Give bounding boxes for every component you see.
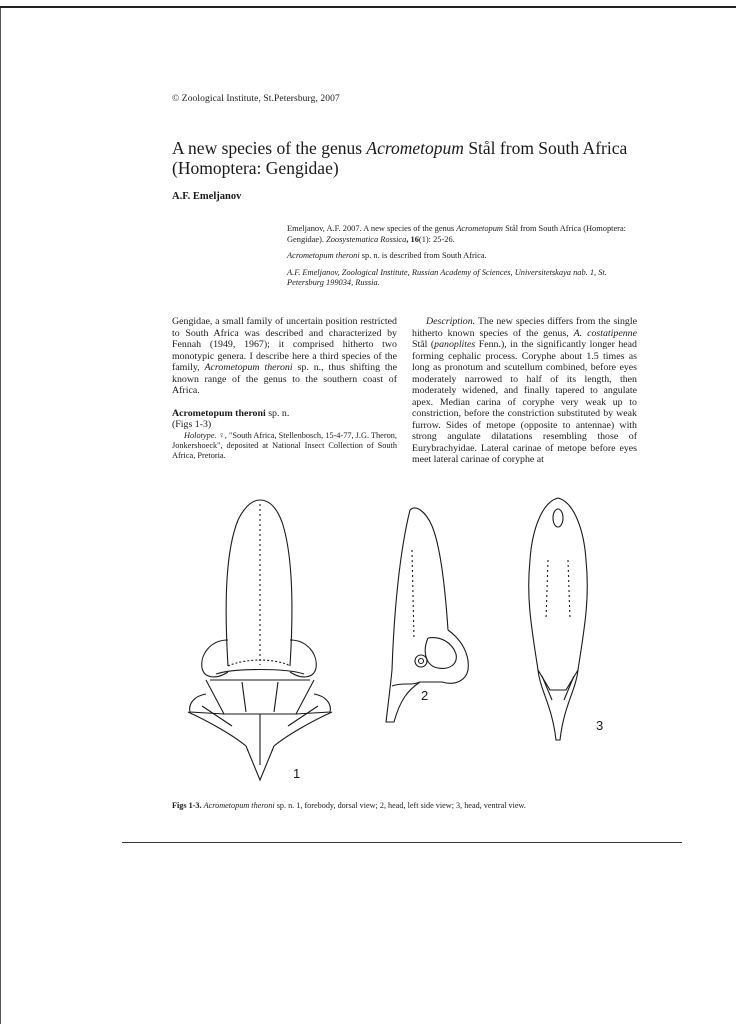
- scan-border-top: [0, 6, 736, 8]
- figure-caption: Figs 1-3. Acrometopum theroni sp. n. 1, forebody, dorsal view; 2, head, left side view; 3, head, ventral view.: [172, 801, 526, 810]
- left-column: [172, 316, 397, 461]
- summary: Acrometopum theroni sp. n. is described from South Africa.: [287, 251, 487, 260]
- author-name: A.F. Emeljanov: [172, 191, 242, 202]
- fig2-label: 2: [421, 688, 429, 703]
- insect-illustration: [180, 490, 640, 790]
- holotype-paragraph: Holotype. ♀, "South Africa, Stellenbosch, 15-4-77, J.G. Theron, Jonkershoeck", deposited at National Insect Collection of South Africa, Pretoria.: [172, 430, 397, 460]
- fig1-forebody-dorsal: [188, 500, 332, 780]
- description-paragraph: Description. The new species differs from the single hitherto known species of the genus, A. costatipenne Stål (panoplites Fenn.), in the significantly longer head forming cephalic process. Coryphe about 1.5 times as long as pronotum and scutellum combined, before eyes moderately narrowed to half of its length, then moderately widened, and finally tapered to angulate apex. Median carina of coryphe very weak up to constriction, before the constriction substituted by weak furrow. Sides of metope (opposite to antennae) with strong angulate dilatations resembling those of Eurybrachyidae. Lateral carinae of metope before eyes meet lateral carinae of coryphe at: [412, 316, 637, 465]
- article-title: A new species of the genus Acrometopum Stål from South Africa (Homoptera: Gengidae): [172, 138, 628, 178]
- figure-drawings: [180, 490, 640, 790]
- author-address: A.F. Emeljanov, Zoological Institute, Russian Academy of Sciences, Universitetskaya nab. 1, St. Petersburg 199034, Russia.: [287, 267, 607, 287]
- fig1-label: 1: [293, 766, 301, 781]
- species-heading: Acrometopum theroni sp. n.: [172, 407, 290, 419]
- page-divider: [122, 842, 682, 843]
- fig3-label: 3: [596, 718, 604, 733]
- citation: Emeljanov, A.F. 2007. A new species of the genus Acrometopum Stål from South Africa (Homoptera: Gengidae). Zoosystematica Rossica, 16(1): 25-26.: [287, 224, 627, 244]
- copyright-line: © Zoological Institute, St.Petersburg, 2007: [172, 94, 340, 104]
- abstract-block: [287, 224, 639, 295]
- figs-reference: (Figs 1-3): [172, 419, 212, 430]
- intro-paragraph: Gengidae, a small family of uncertain position restricted to South Africa was described and characterized by Fennah (1949, 1967); it comprised hitherto two monotypic genera. I describe here a third species of the family, Acrometopum theroni sp. n., thus shifting the known range of the genus to the southern coast of Africa.: [172, 316, 397, 396]
- right-column: [412, 316, 637, 466]
- scan-border-left: [0, 8, 1, 1024]
- fig3-head-ventral: [529, 498, 588, 740]
